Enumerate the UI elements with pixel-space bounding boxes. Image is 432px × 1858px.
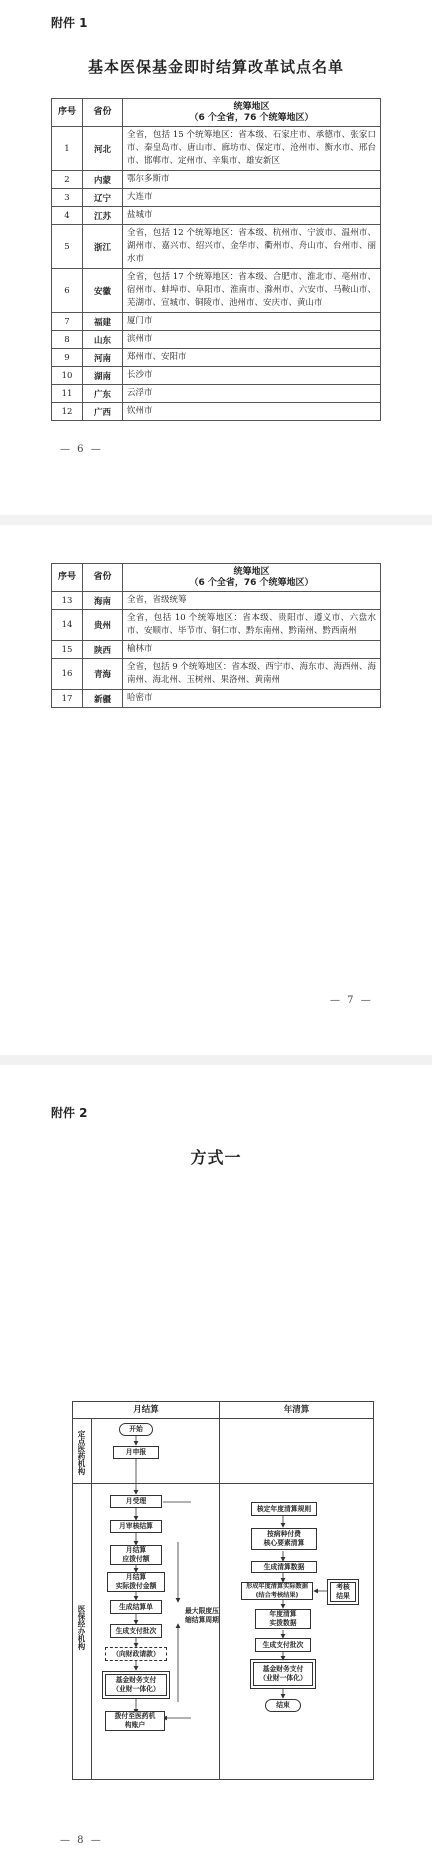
row-area: 鄂尔多斯市: [123, 171, 381, 189]
page-number-7: — 7 —: [330, 995, 373, 1006]
table-row: [52, 385, 381, 403]
table-row: [52, 690, 381, 708]
table-row: [52, 269, 381, 313]
row-province: 新疆: [83, 690, 123, 708]
table-row: [52, 225, 381, 269]
lane-insurance-agency: 医保经办机构: [77, 1604, 86, 1650]
row-seq: 16: [52, 659, 83, 690]
table-row: [52, 641, 381, 659]
flow-start: 开始: [119, 1423, 153, 1436]
row-province: 安徽: [83, 269, 123, 313]
method-title: 方式一: [190, 1148, 242, 1167]
row-seq: 5: [52, 225, 83, 269]
header-region-line2: （6 个全省，76 个统筹地区）: [189, 112, 314, 123]
flow-monthly-accept: 月受理: [110, 1495, 162, 1508]
row-seq: 14: [52, 610, 83, 641]
header-region: [123, 564, 381, 592]
row-area: 全省，包括 10 个统筹地区：省本级、贵阳市、遵义市、六盘水市、安顺市、毕节市、铜仁市、黔东南州、黔南州、黔西南州: [123, 610, 381, 641]
row-province: 内蒙: [83, 171, 123, 189]
table-row: [52, 610, 381, 641]
table-row: [52, 592, 381, 610]
row-seq: 7: [52, 313, 83, 331]
flow-monthly-review: 月审核结算: [110, 1520, 162, 1533]
row-area: 滨州市: [123, 331, 381, 349]
row-province: 广西: [83, 403, 123, 421]
table-row: [52, 207, 381, 225]
row-province: 福建: [83, 313, 123, 331]
header-province: 省份: [83, 99, 123, 127]
row-area: 全省，包括 12 个统筹地区：省本级、杭州市、宁波市、温州市、湖州市、嘉兴市、绍兴市、金华市、衢州市、舟山市、台州市、丽水市: [123, 225, 381, 269]
row-province: 浙江: [83, 225, 123, 269]
settlement-flowchart: [72, 1401, 374, 1780]
row-seq: 4: [52, 207, 83, 225]
table-header-row: [52, 99, 381, 127]
flow-request-funds: （向财政请款）: [105, 1647, 167, 1661]
table-row: [52, 403, 381, 421]
col-yearly-header: 年清算: [219, 1402, 374, 1419]
row-area: 大连市: [123, 189, 381, 207]
page-gap: [0, 1055, 432, 1065]
row-seq: 12: [52, 403, 83, 421]
row-seq: 3: [52, 189, 83, 207]
flow-monthly-payable: 月结算 应拨付额: [110, 1545, 162, 1565]
row-seq: 6: [52, 269, 83, 313]
row-area: 郑州市、安阳市: [123, 349, 381, 367]
row-area: 全省，包括 15 个统筹地区：省本级、石家庄市、承德市、张家口市、秦皇岛市、唐山市、廊坊市、保定市、沧州市、衡水市、邢台市、邯郸市、定州市、辛集市、雄安新区: [123, 127, 381, 171]
flow-year-actual-data: 形成年度清算实际数据 (结合考核结果): [241, 1582, 313, 1600]
page-number-6: — 6 —: [60, 444, 103, 455]
flow-year-rule: 核定年度清算规则: [251, 1502, 317, 1516]
attachment-2-label: 附件 2: [51, 1106, 88, 1120]
flow-transfer-to-institution: 拨付至医药机 构账户: [105, 1711, 165, 1731]
header-province: 省份: [83, 564, 123, 592]
row-seq: 2: [52, 171, 83, 189]
row-province: 河南: [83, 349, 123, 367]
flow-disease-payment: 按病种付费 核心要素清算: [251, 1528, 317, 1550]
table-row: [52, 331, 381, 349]
lane-medical-institution: 定点医药机构: [77, 1429, 86, 1475]
header-seq: 序号: [52, 564, 83, 592]
row-province: 青海: [83, 659, 123, 690]
page-gap: [0, 515, 432, 525]
table-row: [52, 127, 381, 171]
row-area: 长沙市: [123, 367, 381, 385]
pilot-list-table-2: [51, 563, 381, 708]
row-province: 海南: [83, 592, 123, 610]
col-monthly-header: 月结算: [73, 1402, 219, 1419]
row-province: 陕西: [83, 641, 123, 659]
row-seq: 11: [52, 385, 83, 403]
flow-end: 结束: [265, 1699, 301, 1712]
table-row: [52, 171, 381, 189]
table-row: [52, 367, 381, 385]
row-seq: 15: [52, 641, 83, 659]
row-seq: 9: [52, 349, 83, 367]
flow-fund-payment: 基金财务支付 （业财一体化）: [105, 1674, 167, 1696]
row-province: 贵州: [83, 610, 123, 641]
row-seq: 17: [52, 690, 83, 708]
row-province: 江苏: [83, 207, 123, 225]
row-province: 湖南: [83, 367, 123, 385]
page-number-8: — 8 —: [60, 1835, 103, 1846]
row-area: 盐城市: [123, 207, 381, 225]
page-2: [0, 525, 432, 1055]
row-seq: 13: [52, 592, 83, 610]
row-seq: 10: [52, 367, 83, 385]
row-area: 云浮市: [123, 385, 381, 403]
document-title: 基本医保基金即时结算改革试点名单: [87, 58, 344, 76]
flow-assessment-result: 考核 结果: [330, 1582, 356, 1602]
flow-generate-batch-2: 生成支付批次: [255, 1638, 311, 1652]
row-area: 钦州市: [123, 403, 381, 421]
pilot-list-table-1: [51, 98, 381, 421]
table-row: [52, 313, 381, 331]
row-area: 厦门市: [123, 313, 381, 331]
flow-max-cycle-note: 最大限度压 缩结算周期: [185, 1607, 219, 1624]
flow-monthly-declare: 月申报: [113, 1446, 159, 1459]
row-area: 榆林市: [123, 641, 381, 659]
row-area: 哈密市: [123, 690, 381, 708]
row-seq: 8: [52, 331, 83, 349]
row-province: 河北: [83, 127, 123, 171]
header-region-line1: 统筹地区: [233, 566, 270, 577]
table-row: [52, 349, 381, 367]
header-seq: 序号: [52, 99, 83, 127]
row-area: 全省，包括 9 个统筹地区：省本级、西宁市、海东市、海西州、海南州、海北州、玉树州、果洛州、黄南州: [123, 659, 381, 690]
table-row: [52, 189, 381, 207]
attachment-1-label: 附件 1: [51, 16, 88, 30]
flow-fund-payment-2: 基金财务支付 （业财一体化）: [253, 1662, 313, 1686]
header-region: [123, 99, 381, 127]
row-area: 全省，省级统筹: [123, 592, 381, 610]
row-seq: 1: [52, 127, 83, 171]
flow-year-clear-data: 年度清算 实拨数据: [255, 1609, 311, 1629]
flow-monthly-actual: 月结算 实际拨付金额: [107, 1572, 165, 1592]
row-province: 山东: [83, 331, 123, 349]
row-province: 广东: [83, 385, 123, 403]
flow-generate-batch: 生成支付批次: [110, 1624, 162, 1638]
header-region-line1: 统筹地区: [233, 101, 270, 112]
table-row: [52, 659, 381, 690]
flow-generate-statement: 生成结算单: [110, 1600, 162, 1614]
row-area: 全省，包括 17 个统筹地区：省本级、合肥市、淮北市、亳州市、宿州市、蚌埠市、阜阳市、淮南市、滁州市、六安市、马鞍山市、芜湖市、宣城市、铜陵市、池州市、安庆市、黄山市: [123, 269, 381, 313]
header-region-line2: （6 个全省，76 个统筹地区）: [189, 577, 314, 588]
page-1: [0, 0, 432, 515]
flow-generate-clear-data: 生成清算数据: [251, 1561, 317, 1573]
row-province: 辽宁: [83, 189, 123, 207]
table-header-row: [52, 564, 381, 592]
